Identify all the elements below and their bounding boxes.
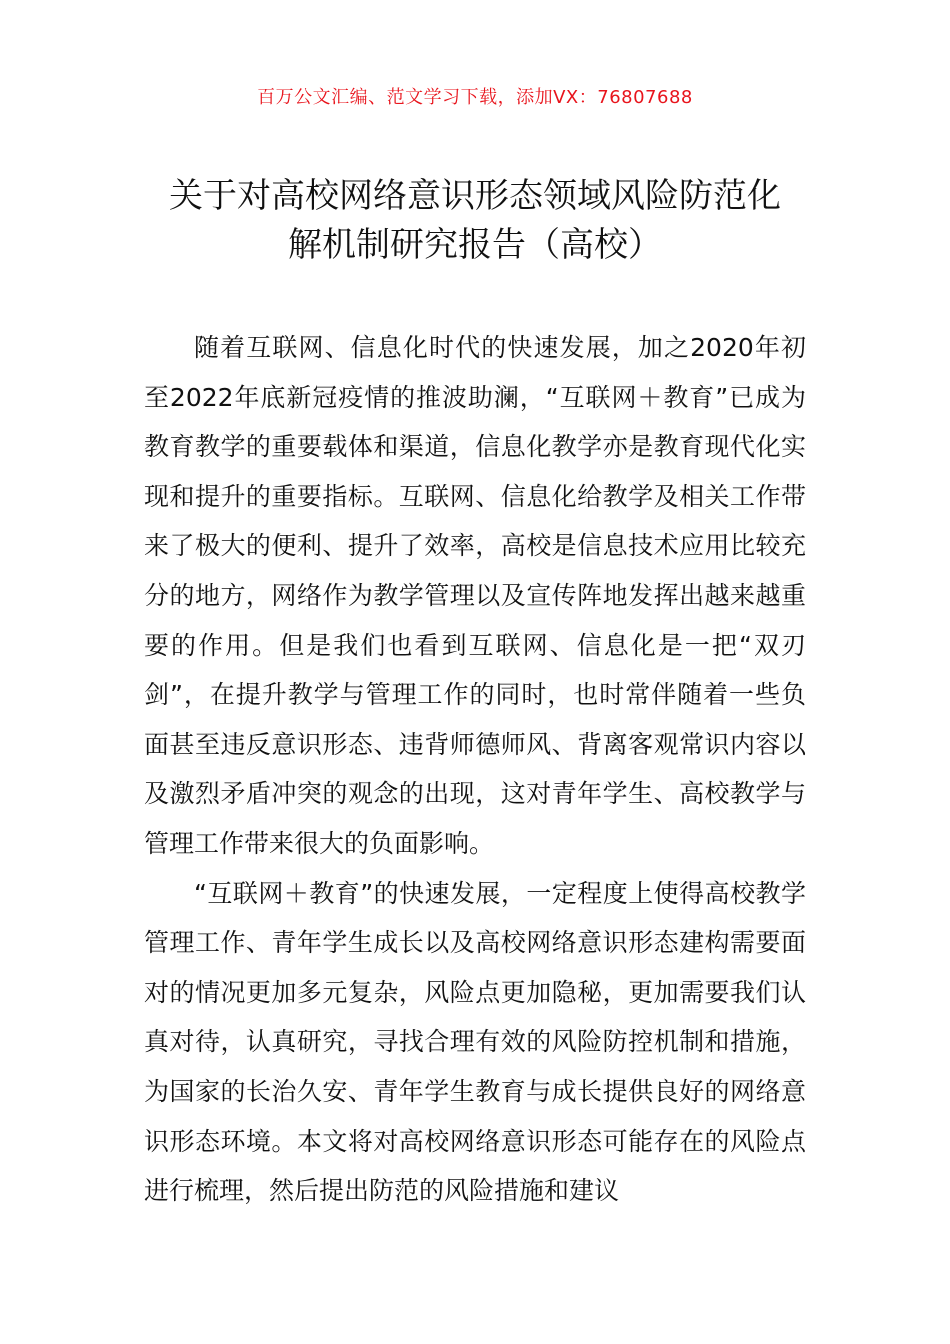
title-line-2: 解机制研究报告（高校） [288,225,662,265]
header-banner: 百万公文汇编、范文学习下载，添加VX：76807688 [257,87,693,108]
paragraph-2: “互联网＋教育”的快速发展，一定程度上使得高校教学管理工作、青年学生成长以及高校网络意识形态建构需要面对的情况更加多元复杂，风险点更加隐秘，更加需要我们认真对待，认真研究，寻找合理有效的风险防控机制和措施，为国家的长治久安、青年学生教育与成长提供良好的网络意识形态环境。本文将对高校网络意识形态可能存在的风险点进行梳理，然后提出防范的风险措施和建议 [144,878,806,1206]
document-body [144,323,806,1216]
document-title [120,172,830,270]
title-line-1: 关于对高校网络意识形态领域风险防范化 [169,176,781,216]
paragraph-1: 随着互联网、信息化时代的快速发展，加之2020年初至2022年底新冠疫情的推波助澜，“互联网＋教育”已成为教育教学的重要载体和渠道，信息化教学亦是教育现代化实现和提升的重要指标。互联网、信息化给教学及相关工作带来了极大的便利、提升了效率，高校是信息技术应用比较充分的地方，网络作为教学管理以及宣传阵地发挥出越来越重要的作用。但是我们也看到互联网、信息化是一把“双刃剑”，在提升教学与管理工作的同时，也时常伴随着一些负面甚至违反意识形态、违背师德师风、背离客观常识内容以及激烈矛盾冲突的观念的出现，这对青年学生、高校教学与管理工作带来很大的负面影响。 [144,333,806,858]
